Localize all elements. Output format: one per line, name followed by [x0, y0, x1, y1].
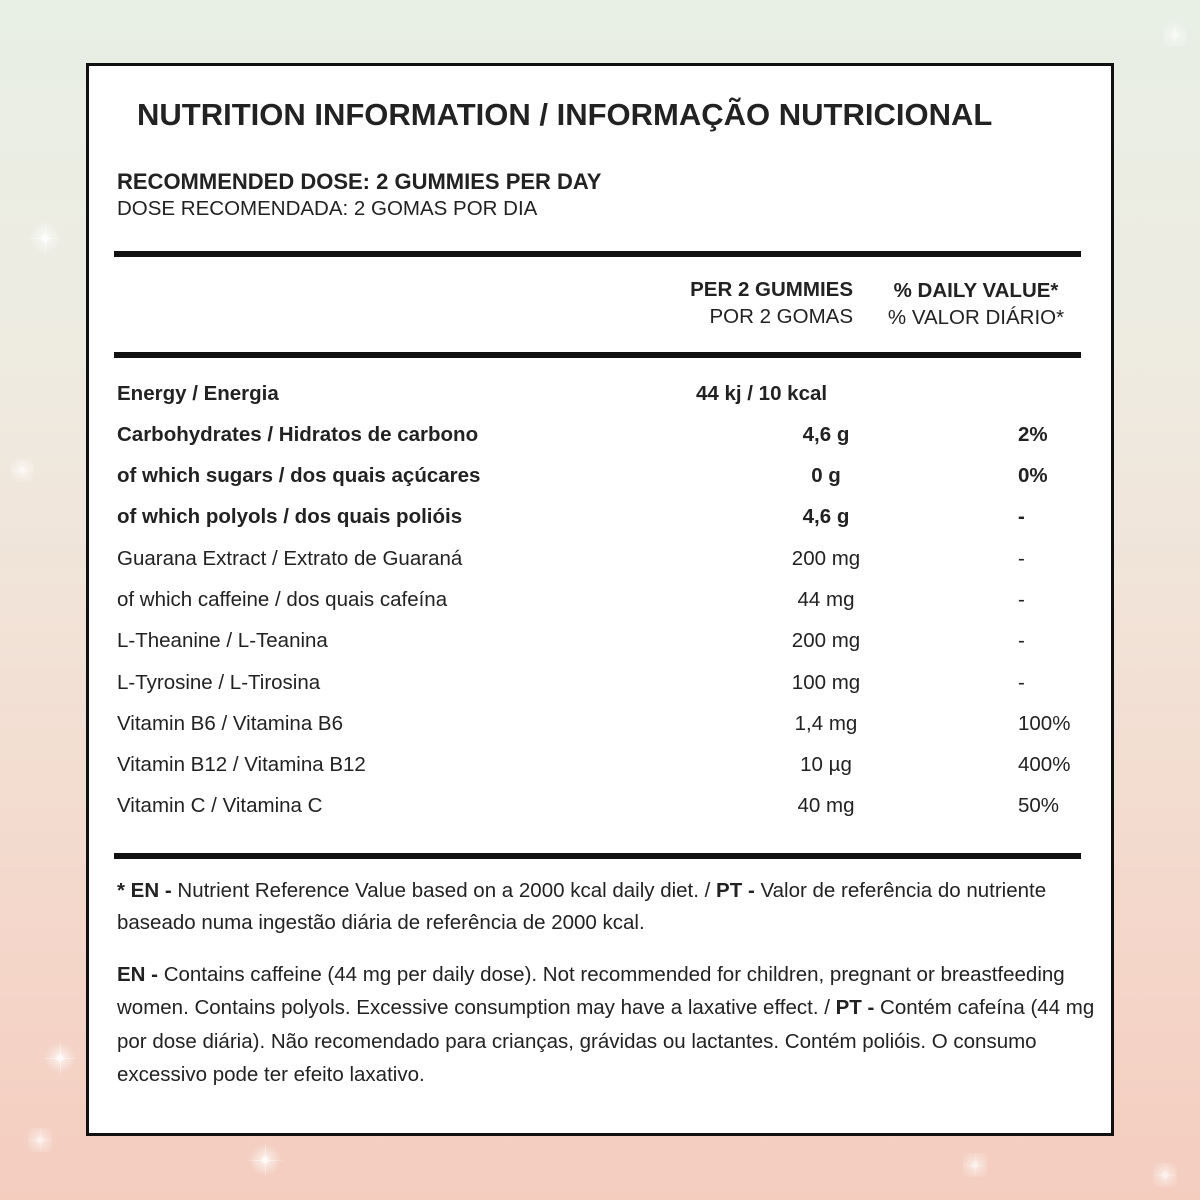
nutrient-row — [89, 538, 1111, 579]
nutrient-name: of which caffeine / dos quais cafeína — [117, 587, 448, 611]
nutrient-daily-value: - — [1018, 670, 1025, 694]
nutrient-row — [89, 373, 1111, 414]
nutrient-row — [89, 579, 1111, 620]
divider-rule — [114, 352, 1081, 358]
nutrient-name: Vitamin B12 / Vitamina B12 — [117, 753, 366, 777]
footnote-pt-text: Valor de referência do nutriente baseado numa ingestão diária de referência de 2000 kcal. — [117, 879, 1047, 934]
nutrient-amount: 200 mg — [791, 546, 861, 570]
nutrient-amount: 100 mg — [791, 670, 861, 694]
nutrient-daily-value: 0% — [1018, 464, 1048, 488]
nutrient-name: of which polyols / dos quais polióis — [117, 505, 463, 529]
divider-rule — [114, 853, 1081, 859]
recommended-dose-pt: DOSE RECOMENDADA: 2 GOMAS POR DIA — [117, 197, 538, 220]
footnote-pt-label: PT - — [716, 879, 755, 902]
nutrient-amount: 44 kj / 10 kcal — [696, 381, 828, 405]
footnote-reference-value — [117, 875, 1107, 939]
sparkle — [10, 458, 34, 482]
nutrient-daily-value: 100% — [1018, 711, 1071, 735]
footnote-pt-label: PT - — [835, 996, 875, 1019]
nutrient-daily-value: - — [1018, 587, 1025, 611]
nutrient-daily-value: 50% — [1018, 794, 1060, 818]
nutrient-name: L-Theanine / L-Teanina — [117, 629, 328, 653]
column-header-daily-value-en: % DAILY VALUE* — [893, 279, 1059, 302]
sparkle — [1153, 1163, 1177, 1187]
footnote-en-label: * EN - — [117, 879, 172, 902]
nutrient-daily-value: - — [1018, 546, 1025, 570]
nutrient-amount: 4,6 g — [802, 422, 850, 446]
nutrient-daily-value: - — [1018, 629, 1025, 653]
column-header-amount-en: PER 2 GUMMIES — [690, 278, 853, 301]
nutrient-name: L-Tyrosine / L-Tirosina — [117, 670, 321, 694]
sparkle — [963, 1153, 987, 1177]
nutrient-name: Vitamin B6 / Vitamina B6 — [117, 711, 344, 735]
nutrient-daily-value: 2% — [1018, 422, 1048, 446]
footnote-en-text: Nutrient Reference Value based on a 2000 kcal daily diet. / — [177, 879, 711, 902]
footnote-warning — [117, 958, 1107, 1092]
nutrient-row — [89, 744, 1111, 785]
footnote-en-label: EN - — [117, 962, 158, 986]
nutrient-name: Energy / Energia — [117, 381, 279, 405]
nutrient-row — [89, 414, 1111, 455]
footnote-en-text: Contains caffeine (44 mg per daily dose). Not recommended for children, pregnant or breastfeeding women. Contains polyols. Excessive consumption may have a laxative effect. / — [117, 962, 1065, 1019]
sparkle — [28, 1128, 52, 1152]
nutrient-name: Vitamin C / Vitamina C — [117, 794, 323, 818]
nutrient-amount: 1,4 mg — [794, 711, 858, 735]
nutrient-amount: 40 mg — [797, 794, 855, 818]
nutrient-amount: 10 µg — [800, 753, 852, 777]
nutrient-daily-value: 400% — [1018, 753, 1071, 777]
nutrient-name: Guarana Extract / Extrato de Guaraná — [117, 546, 463, 570]
sparkle — [245, 1140, 285, 1180]
nutrient-row — [89, 662, 1111, 703]
divider-rule — [114, 251, 1081, 257]
nutrient-amount: 4,6 g — [802, 505, 850, 529]
nutrient-row — [89, 620, 1111, 661]
nutrient-table — [89, 373, 1111, 827]
sparkle — [40, 1038, 80, 1078]
column-header-amount-pt: POR 2 GOMAS — [709, 305, 853, 328]
sparkle — [1163, 23, 1187, 47]
nutrient-name: Carbohydrates / Hidratos de carbono — [117, 422, 479, 446]
nutrient-row — [89, 496, 1111, 537]
nutrition-label-panel — [86, 63, 1114, 1136]
footnote-pt-text: Contém cafeína (44 mg por dose diária). Não recomendado para crianças, grávidas ou lactantes. Contém polióis. O consumo excessivo pode ter efeito laxativo. — [117, 996, 1095, 1086]
nutrient-row — [89, 703, 1111, 744]
sparkle — [25, 218, 65, 258]
nutrient-amount: 0 g — [811, 464, 841, 488]
nutrient-name: of which sugars / dos quais açúcares — [117, 464, 481, 488]
nutrient-row — [89, 785, 1111, 826]
nutrient-row — [89, 455, 1111, 496]
recommended-dose-en: RECOMMENDED DOSE: 2 GUMMIES PER DAY — [117, 169, 602, 194]
page-title: NUTRITION INFORMATION / INFORMAÇÃO NUTRICIONAL — [137, 97, 993, 132]
nutrient-amount: 200 mg — [791, 629, 861, 653]
column-header-daily-value-pt: % VALOR DIÁRIO* — [887, 306, 1065, 329]
nutrient-daily-value: - — [1018, 505, 1025, 529]
nutrient-amount: 44 mg — [797, 587, 855, 611]
